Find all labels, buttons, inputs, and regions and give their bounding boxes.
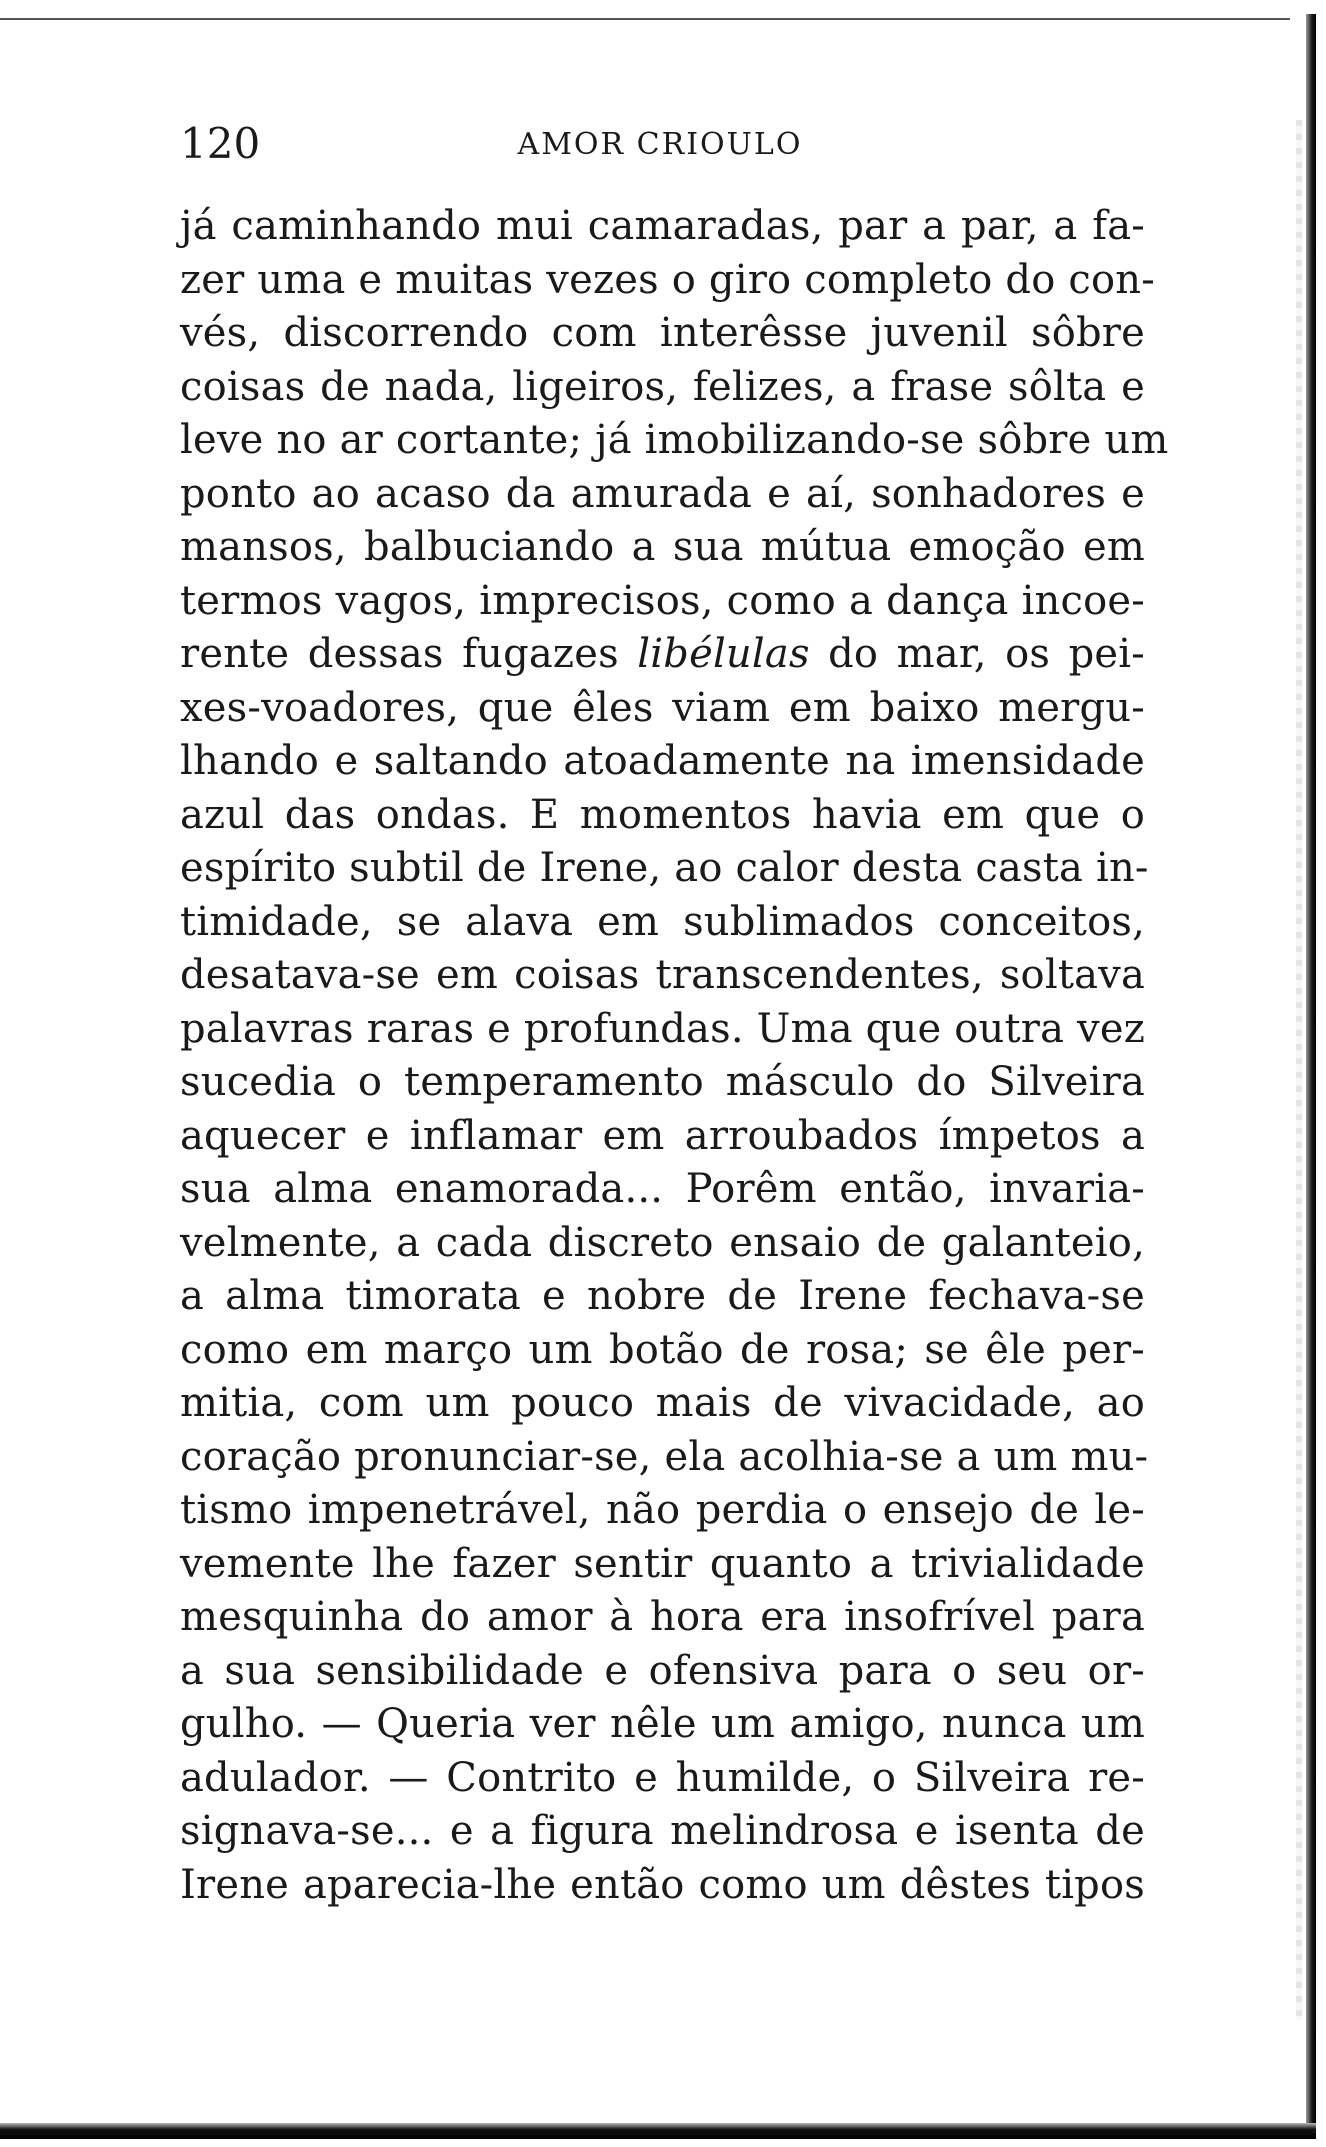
text-line [180,1752,1145,1806]
text-segment: vés, discorrendo com interêsse juvenil sôbre [180,310,1145,356]
text-segment: adulador. — Contrito e humilde, o Silveira re- [180,1754,1145,1801]
body-text [180,200,1169,1912]
text-segment: desatava-se em coisas transcendentes, soltava [180,952,1145,998]
text-segment: sua alma enamorada... Porêm então, invaria- [180,1166,1145,1212]
text-segment: vemente lhe fazer sentir quanto a trivialidade [180,1540,1145,1587]
text-segment: termos vagos, imprecisos, como a dança incoe- [180,577,1145,624]
text-line [180,254,1155,308]
text-line [180,628,1145,682]
top-edge-rule [0,18,1290,20]
text-line [180,842,1149,896]
text-line [180,1591,1145,1645]
text-line [180,1270,1145,1324]
text-segment: sucedia o temperamento másculo do Silveira [180,1059,1145,1105]
text-line [180,1324,1145,1378]
text-segment: xes-voadores, que êles viam em baixo mergu- [180,684,1145,731]
text-line [180,1056,1145,1110]
page-number: 120 [180,119,261,168]
text-line [180,949,1145,1003]
text-line [180,1217,1145,1271]
italic-word: libélulas [637,631,810,677]
text-segment: palavras raras e profundas. Uma que outra vez [180,1005,1145,1052]
text-line [180,361,1145,415]
text-line [180,414,1169,468]
text-line [180,307,1145,361]
text-line [180,1538,1145,1592]
running-title: AMOR CRIOULO [517,127,803,162]
text-segment: velmente, a cada discreto ensaio de galanteio, [180,1219,1145,1266]
text-line [180,1859,1145,1913]
text-segment: a alma timorata e nobre de Irene fechava-se [180,1273,1145,1319]
text-segment: como em março um botão de rosa; se êle per- [180,1326,1145,1373]
text-line [180,1805,1145,1859]
page-header [180,118,1140,170]
text-segment: zer uma e muitas vezes o giro completo do con- [180,256,1155,303]
text-line [180,1645,1145,1699]
text-line [180,1110,1145,1164]
text-line [180,575,1145,629]
text-line [180,735,1145,789]
text-line [180,1377,1145,1431]
text-segment: coisas de nada, ligeiros, felizes, a frase sôlta e [180,363,1145,410]
text-segment: leve no ar cortante; já imobilizando-se sôbre um [180,417,1169,463]
text-segment: lhando e saltando atoadamente na imensidade [180,738,1145,784]
text-segment: já caminhando mui camaradas, par a par, a fa- [180,203,1145,249]
text-segment: do mar, os pei- [809,631,1145,677]
text-line [180,468,1145,522]
text-line [180,682,1145,736]
text-segment: a sua sensibilidade e ofensiva para o seu or- [180,1647,1145,1694]
text-line [180,200,1145,254]
text-segment: rente dessas fugazes [180,631,638,677]
text-segment: aquecer e inflamar em arroubados ímpetos a [180,1112,1145,1159]
text-segment: ponto ao acaso da amurada e aí, sonhadores e [180,470,1145,517]
text-segment: mesquinha do amor à hora era insofrível para [180,1594,1145,1640]
text-line [180,1431,1149,1485]
text-line [180,1484,1145,1538]
bottom-edge-rule [0,2123,1316,2139]
text-segment: azul das ondas. E momentos havia em que o [180,791,1145,838]
text-line [180,1003,1145,1057]
text-segment: Irene aparecia-lhe então como um dêstes tipos [180,1861,1145,1908]
text-segment: mitia, com um pouco mais de vivacidade, ao [180,1380,1145,1426]
text-line [180,521,1145,575]
text-line [180,789,1145,843]
text-line [180,1698,1145,1752]
text-segment: coração pronunciar-se, ela acolhia-se a um mu- [180,1433,1149,1480]
book-spine-edge [1306,14,1316,2134]
page-edge-shadow [1296,120,1302,2020]
text-segment: gulho. — Queria ver nêle um amigo, nunca um [180,1701,1145,1747]
text-segment: tismo impenetrável, não perdia o ensejo de le- [180,1487,1145,1533]
text-line [180,896,1145,950]
text-line [180,1163,1145,1217]
text-segment: espírito subtil de Irene, ao calor desta casta in- [180,845,1149,891]
text-segment: timidade, se alava em sublimados conceitos, [180,898,1145,945]
text-segment: signava-se... e a figura melindrosa e isenta de [180,1808,1145,1854]
text-segment: mansos, balbuciando a sua mútua emoção em [180,524,1145,570]
